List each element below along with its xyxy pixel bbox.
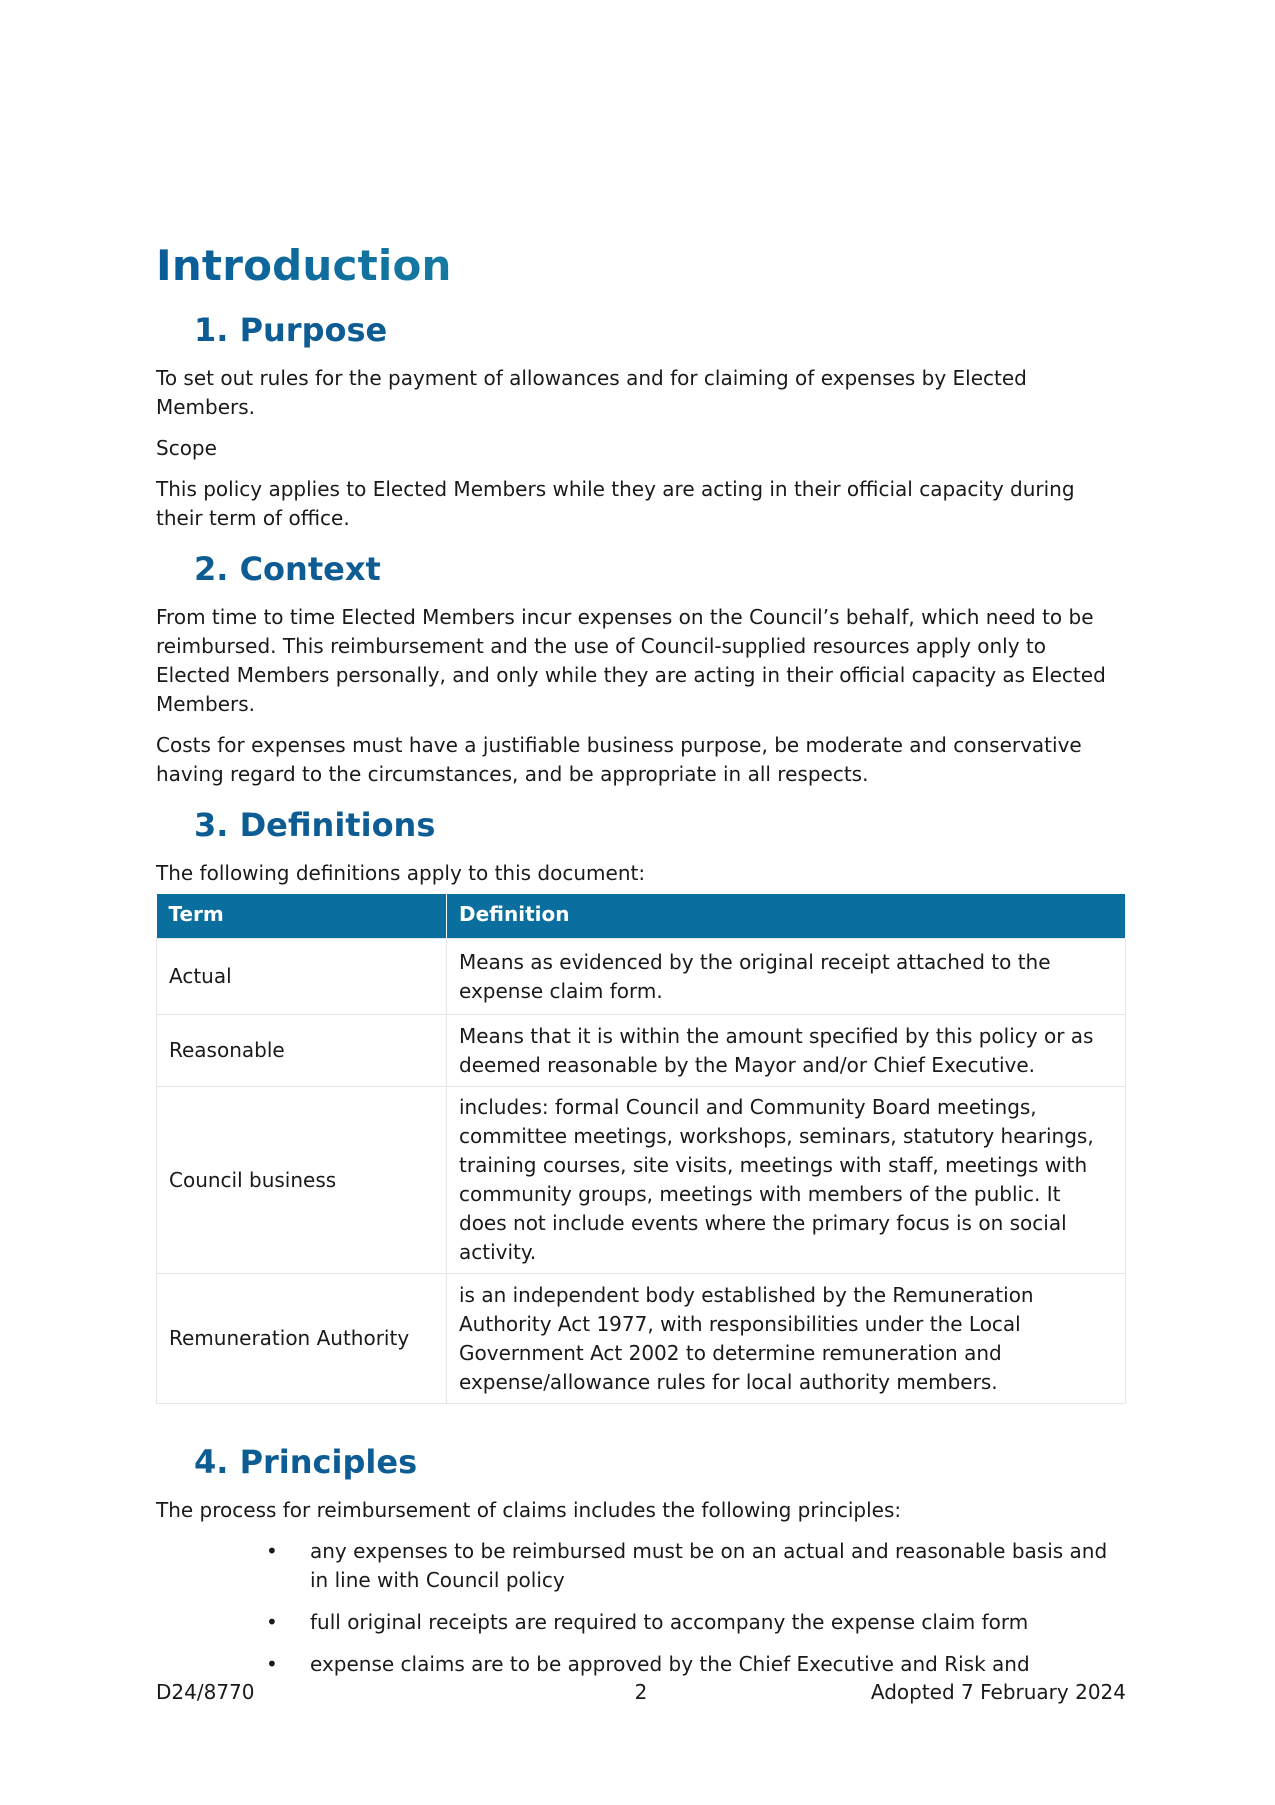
- table-row: [157, 939, 1126, 1015]
- list-item: [266, 1537, 1126, 1595]
- column-header-definition: Definition: [447, 894, 1126, 939]
- term-cell: Council business: [157, 1087, 447, 1274]
- principles-heading: 4. Principles: [194, 1443, 418, 1481]
- scope-label: Scope: [156, 436, 217, 460]
- table-row: [157, 1274, 1126, 1404]
- definition-cell: includes: formal Council and Community Board meetings, committee meetings, workshops, seminars, statutory hearings, training courses, site visits, meetings with staff, meetings with community groups, meetings with members of the public. It does not include events where the primary focus is on social activity.: [447, 1087, 1126, 1274]
- footer-page-number: 2: [634, 1680, 648, 1704]
- list-item-text: full original receipts are required to accompany the expense claim form: [310, 1610, 1029, 1634]
- definitions-heading: 3. Definitions: [194, 806, 436, 844]
- definition-cell: Means as evidenced by the original receipt attached to the expense claim form.: [447, 939, 1126, 1015]
- table-row: [157, 1015, 1126, 1087]
- list-item: [266, 1650, 1126, 1679]
- footer-document-id: D24/8770: [156, 1680, 255, 1704]
- page-content: [156, 240, 1126, 1692]
- principles-list: [156, 1537, 1126, 1679]
- list-item: [266, 1608, 1126, 1637]
- context-paragraph-1: From time to time Elected Members incur expenses on the Council’s behalf, which need to be reimbursed. This reimbursement and the use of Council-supplied resources apply only to Elected Members personally, and only while they are acting in their official capacity as Elected Members.: [156, 605, 1106, 716]
- purpose-paragraph: To set out rules for the payment of allowances and for claiming of expenses by Elected Members.: [156, 366, 1027, 419]
- term-cell: Actual: [157, 939, 447, 1015]
- bullet-icon: •: [266, 1610, 278, 1634]
- column-header-term: Term: [157, 894, 447, 939]
- bullet-icon: •: [266, 1539, 278, 1563]
- page-title: Introduction: [156, 240, 1126, 292]
- scope-paragraph: This policy applies to Elected Members while they are acting in their official capacity during their term of office.: [156, 477, 1075, 530]
- principles-intro: The process for reimbursement of claims includes the following principles:: [156, 1498, 902, 1522]
- definition-cell: Means that it is within the amount specified by this policy or as deemed reasonable by the Mayor and/or Chief Executive.: [447, 1015, 1126, 1087]
- definitions-table: [156, 894, 1126, 1404]
- table-row: [157, 1087, 1126, 1274]
- page-footer: [156, 1677, 1126, 1707]
- context-paragraph-2: Costs for expenses must have a justifiable business purpose, be moderate and conservative having regard to the circumstances, and be appropriate in all respects.: [156, 733, 1082, 786]
- footer-adopted-date: Adopted 7 February 2024: [870, 1680, 1126, 1704]
- bullet-icon: •: [266, 1652, 278, 1676]
- context-heading: 2. Context: [194, 550, 381, 588]
- table-header-row: [157, 894, 1126, 939]
- definitions-intro: The following definitions apply to this document:: [156, 861, 646, 885]
- purpose-heading: 1. Purpose: [194, 311, 388, 349]
- list-item-text: expense claims are to be approved by the Chief Executive and Risk and: [310, 1652, 1030, 1676]
- list-item-text: any expenses to be reimbursed must be on an actual and reasonable basis and in line with Council policy: [310, 1539, 1108, 1592]
- definition-cell: is an independent body established by the Remuneration Authority Act 1977, with responsibilities under the Local Government Act 2002 to determine remuneration and expense/allowance rules for local authority members.: [447, 1274, 1126, 1404]
- term-cell: Remuneration Authority: [157, 1274, 447, 1404]
- term-cell: Reasonable: [157, 1015, 447, 1087]
